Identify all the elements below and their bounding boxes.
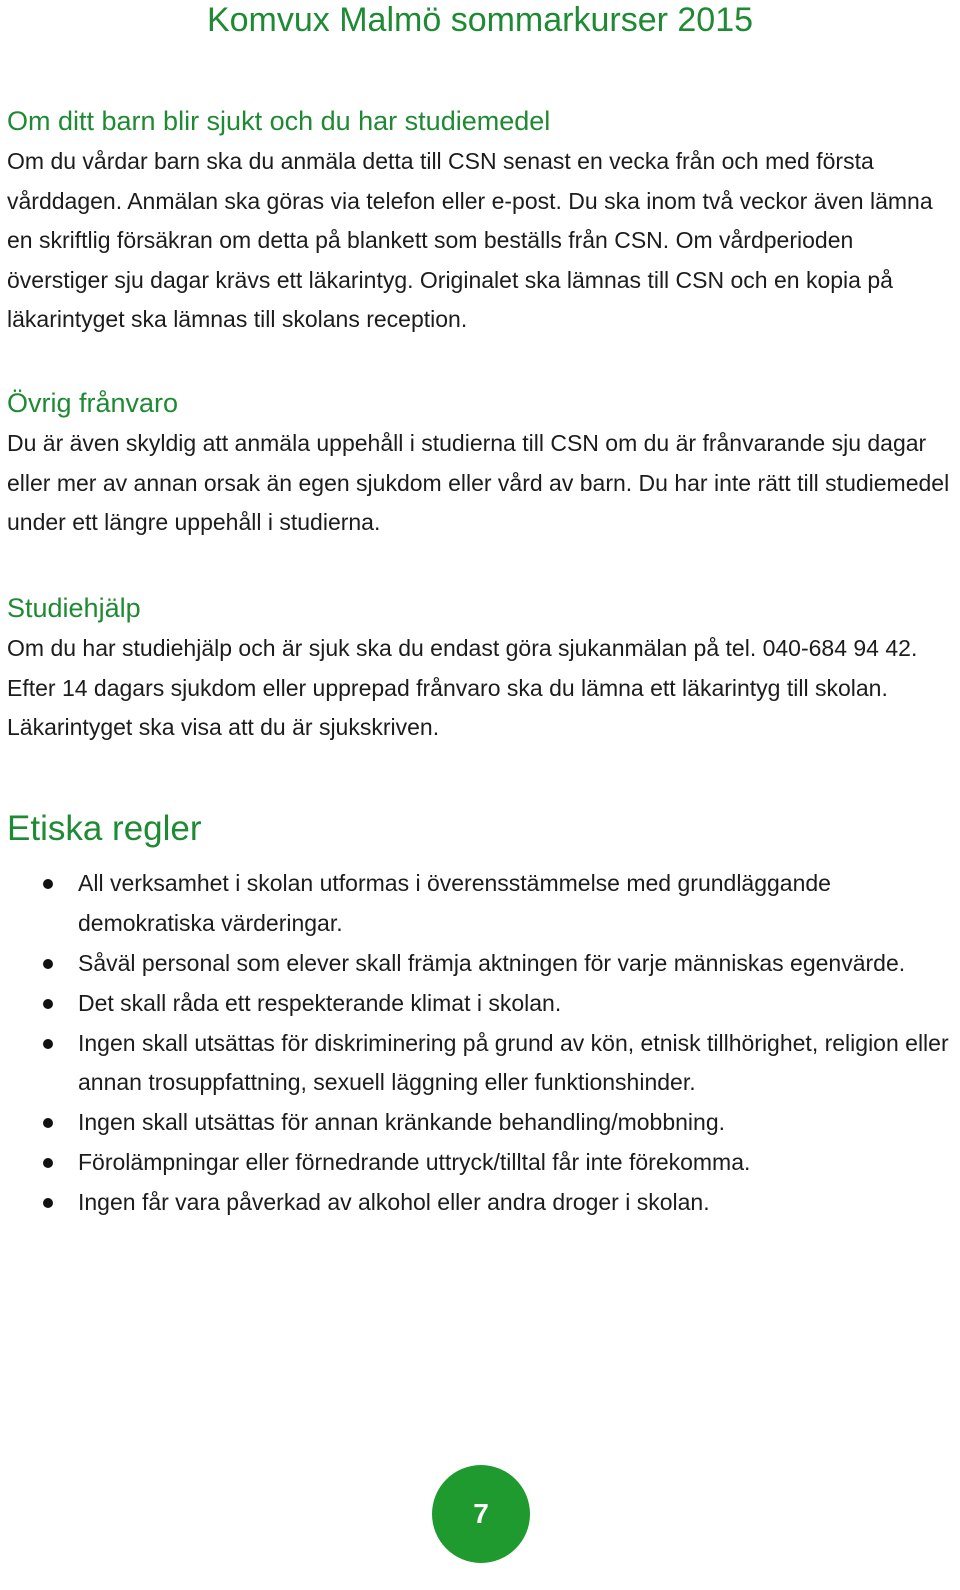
- ethics-item-text: Förolämpningar eller förnedrande uttryck/tilltal får inte förekomma.: [78, 1149, 751, 1175]
- ethics-list-item: [7, 1183, 952, 1223]
- bullet-icon: [43, 879, 53, 889]
- ethics-item-text: All verksamhet i skolan utformas i överensstämmelse med grundläggande demokratiska värderingar.: [78, 870, 831, 936]
- section-other-absence: [7, 386, 952, 543]
- ethics-list-item: [7, 1143, 952, 1183]
- section-heading-study-aid: Studiehjälp: [7, 593, 141, 623]
- ethics-list-item: [7, 1103, 952, 1143]
- ethics-item-text: Såväl personal som elever skall främja aktningen för varje människas egenvärde.: [78, 949, 906, 976]
- bullet-icon: [43, 1158, 53, 1168]
- section-ethics: [7, 808, 952, 1223]
- document-title: Komvux Malmö sommarkurser 2015: [206, 1, 754, 39]
- bullet-icon: [43, 1198, 53, 1208]
- page-number-badge: 7: [432, 1465, 530, 1563]
- ethics-list-item: [7, 864, 952, 943]
- section-body-study-aid: Om du har studiehjälp och är sjuk ska du endast göra sjukanmälan på tel. 040-684 94 42. Efter 14 dagars sjukdom eller upprepad frånvaro ska du lämna ett läkarintyg till skolan. Läkarintyget ska visa att du är sjukskriven.: [7, 635, 918, 740]
- section-study-aid: [7, 591, 952, 748]
- bullet-icon: [43, 959, 53, 969]
- ethics-list: [7, 864, 952, 1223]
- section-heading-sick-child: Om ditt barn blir sjukt och du har studiemedel: [7, 106, 551, 136]
- ethics-item-text: Ingen får vara påverkad av alkohol eller andra droger i skolan.: [78, 1189, 710, 1215]
- ethics-list-item: [7, 984, 952, 1024]
- section-heading-other-absence: Övrig frånvaro: [7, 388, 179, 418]
- ethics-list-item: [7, 944, 952, 984]
- ethics-heading: Etiska regler: [7, 809, 202, 848]
- ethics-item-text: Ingen skall utsättas för annan kränkande behandling/mobbning.: [78, 1109, 726, 1135]
- bullet-icon: [43, 1039, 53, 1049]
- ethics-item-text: Ingen skall utsättas för diskriminering på grund av kön, etnisk tillhörighet, religion eller annan trosuppfattning, sexuell läggning eller funktionshinder.: [78, 1029, 949, 1095]
- bullet-icon: [43, 999, 53, 1009]
- section-body-sick-child: Om du vårdar barn ska du anmäla detta till CSN senast en vecka från och med första vårddagen. Anmälan ska göras via telefon eller e-post. Du ska inom två veckor även lämna en skriftlig försäkran om detta på blankett som beställs från CSN. Om vårdperioden överstiger sju dagar krävs ett läkarintyg. Originalet ska lämnas till CSN och en kopia på läkarintyget ska lämnas till skolans reception.: [7, 148, 933, 332]
- section-body-other-absence: Du är även skyldig att anmäla uppehåll i studierna till CSN om du är frånvarande sju dagar eller mer av annan orsak än egen sjukdom eller vård av barn. Du har inte rätt till studiemedel under ett längre uppehåll i studierna.: [7, 430, 950, 535]
- ethics-item-text: Det skall råda ett respekterande klimat i skolan.: [78, 989, 562, 1016]
- bullet-icon: [43, 1118, 53, 1128]
- section-sick-child: [7, 104, 952, 340]
- ethics-list-item: [7, 1024, 952, 1103]
